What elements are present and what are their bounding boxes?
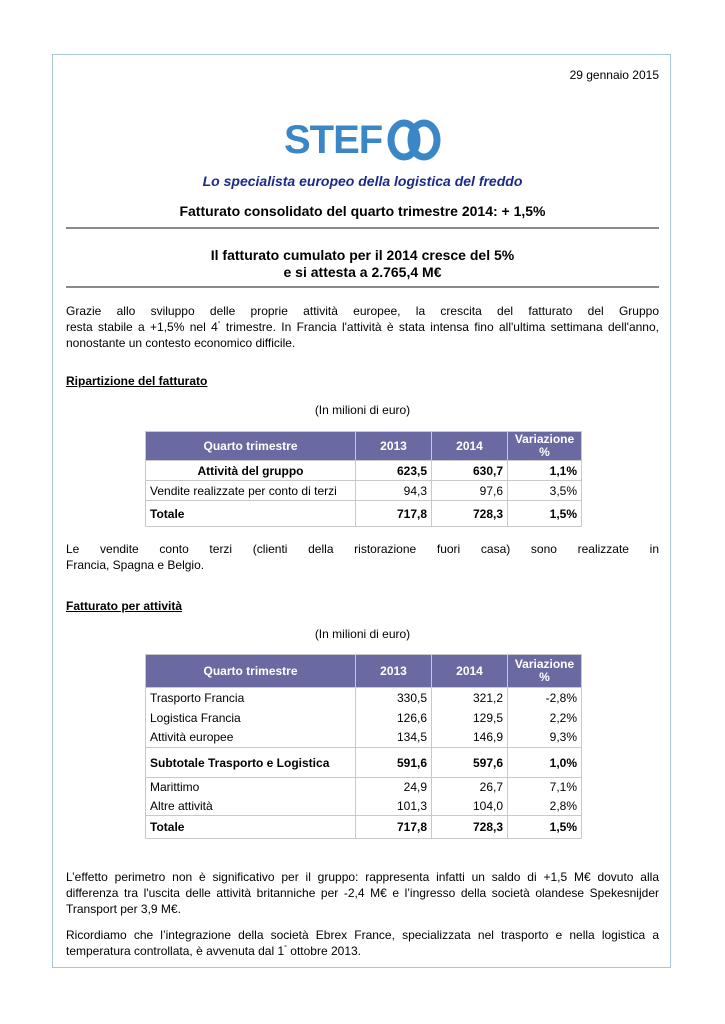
headline-cumulative: [0, 247, 725, 281]
intro-paragraph: [66, 303, 659, 351]
perimeter-line2: differenza tra l'uscita delle attività britanniche per -2,4 M€ e l’ingresso della società olandese Spekesnijder: [66, 886, 659, 900]
divider-bottom: [66, 286, 659, 288]
perimeter-paragraph: [66, 869, 659, 917]
section-title-activity: Fatturato per attività: [66, 599, 183, 613]
table-row: Subtotale Trasporto e Logistica 591,6 597,6 1,0%: [146, 748, 582, 778]
table-row: Vendite realizzate per conto di terzi 94,3 97,6 3,5%: [146, 481, 582, 501]
table-row: Totale 717,8 728,3 1,5%: [146, 816, 582, 839]
table-header-row: [146, 655, 582, 688]
header-quarter: Quarto trimestre: [146, 432, 356, 461]
intro-line2: resta stabile a +1,5% nel 4° trimestre. In Francia l'attività è stata intensa fino all'ultima settimana dell'anno,: [66, 320, 659, 334]
tagline: Lo specialista europeo della logistica del freddo: [202, 173, 523, 189]
note-line1: Le vendite conto terzi (clienti della ristorazione fuori casa) sono realizzate in: [66, 542, 659, 556]
table-header-row: [146, 432, 582, 461]
headline-cumulative-line2: e si attesta a 2.765,4 M€: [283, 264, 442, 280]
stef-logo: [284, 116, 444, 162]
perimeter-line1: L’effetto perimetro non è significativo per il gruppo: rappresenta infatti un saldo di +1,5 M€ dovuto alla: [66, 870, 659, 884]
headline-quarter: Fatturato consolidato del quarto trimestre 2014: + 1,5%: [179, 203, 546, 219]
ebrex-paragraph: [66, 927, 659, 959]
table-row: Totale 717,8 728,3 1,5%: [146, 501, 582, 527]
section-title-breakdown: Ripartizione del fatturato: [66, 374, 208, 388]
table-row: Trasporto Francia 330,5 321,2 -2,8%: [146, 688, 582, 708]
ebrex-line2: temperatura controllata, è avvenuta dal 1° ottobre 2013.: [66, 944, 362, 958]
perimeter-line3: Transport per 3,9 M€.: [66, 902, 181, 916]
header-variation: Variazione %: [508, 432, 582, 461]
header-2014: 2014: [432, 655, 508, 688]
intro-line1: Grazie allo sviluppo delle proprie attività europee, la crescita del fatturato del Gruppo: [66, 304, 659, 318]
table-row: Altre attività 101,3 104,0 2,8%: [146, 797, 582, 816]
header-quarter: Quarto trimestre: [146, 655, 356, 688]
intro-line3: nonostante un contesto economico difficile.: [66, 336, 296, 350]
revenue-by-activity-table: [145, 654, 582, 839]
table-row: Marittimo 24,9 26,7 7,1%: [146, 778, 582, 797]
header-2013: 2013: [356, 432, 432, 461]
logo-wordmark: STEF: [284, 118, 383, 162]
header-2014: 2014: [432, 432, 508, 461]
divider-top: [66, 227, 659, 229]
header-2013: 2013: [356, 655, 432, 688]
table-row: Logistica Francia 126,6 129,5 2,2%: [146, 708, 582, 728]
ebrex-line1: Ricordiamo che l’integrazione della società Ebrex France, specializzata nel trasporto e nella logistica a: [66, 928, 659, 942]
table-row: Attività europee 134,5 146,9 9,3%: [146, 728, 582, 748]
units-label-2: (In milioni di euro): [314, 627, 411, 641]
revenue-breakdown-table: [145, 431, 582, 527]
third-party-note: [66, 541, 659, 573]
headline-cumulative-line1: Il fatturato cumulato per il 2014 cresce del 5%: [210, 247, 515, 263]
units-label-1: (In milioni di euro): [314, 403, 411, 417]
document-date: 29 gennaio 2015: [569, 68, 659, 82]
table-row: Attività del gruppo 623,5 630,7 1,1%: [146, 461, 582, 481]
note-line2: Francia, Spagna e Belgio.: [66, 558, 205, 572]
header-variation: Variazione %: [508, 655, 582, 688]
